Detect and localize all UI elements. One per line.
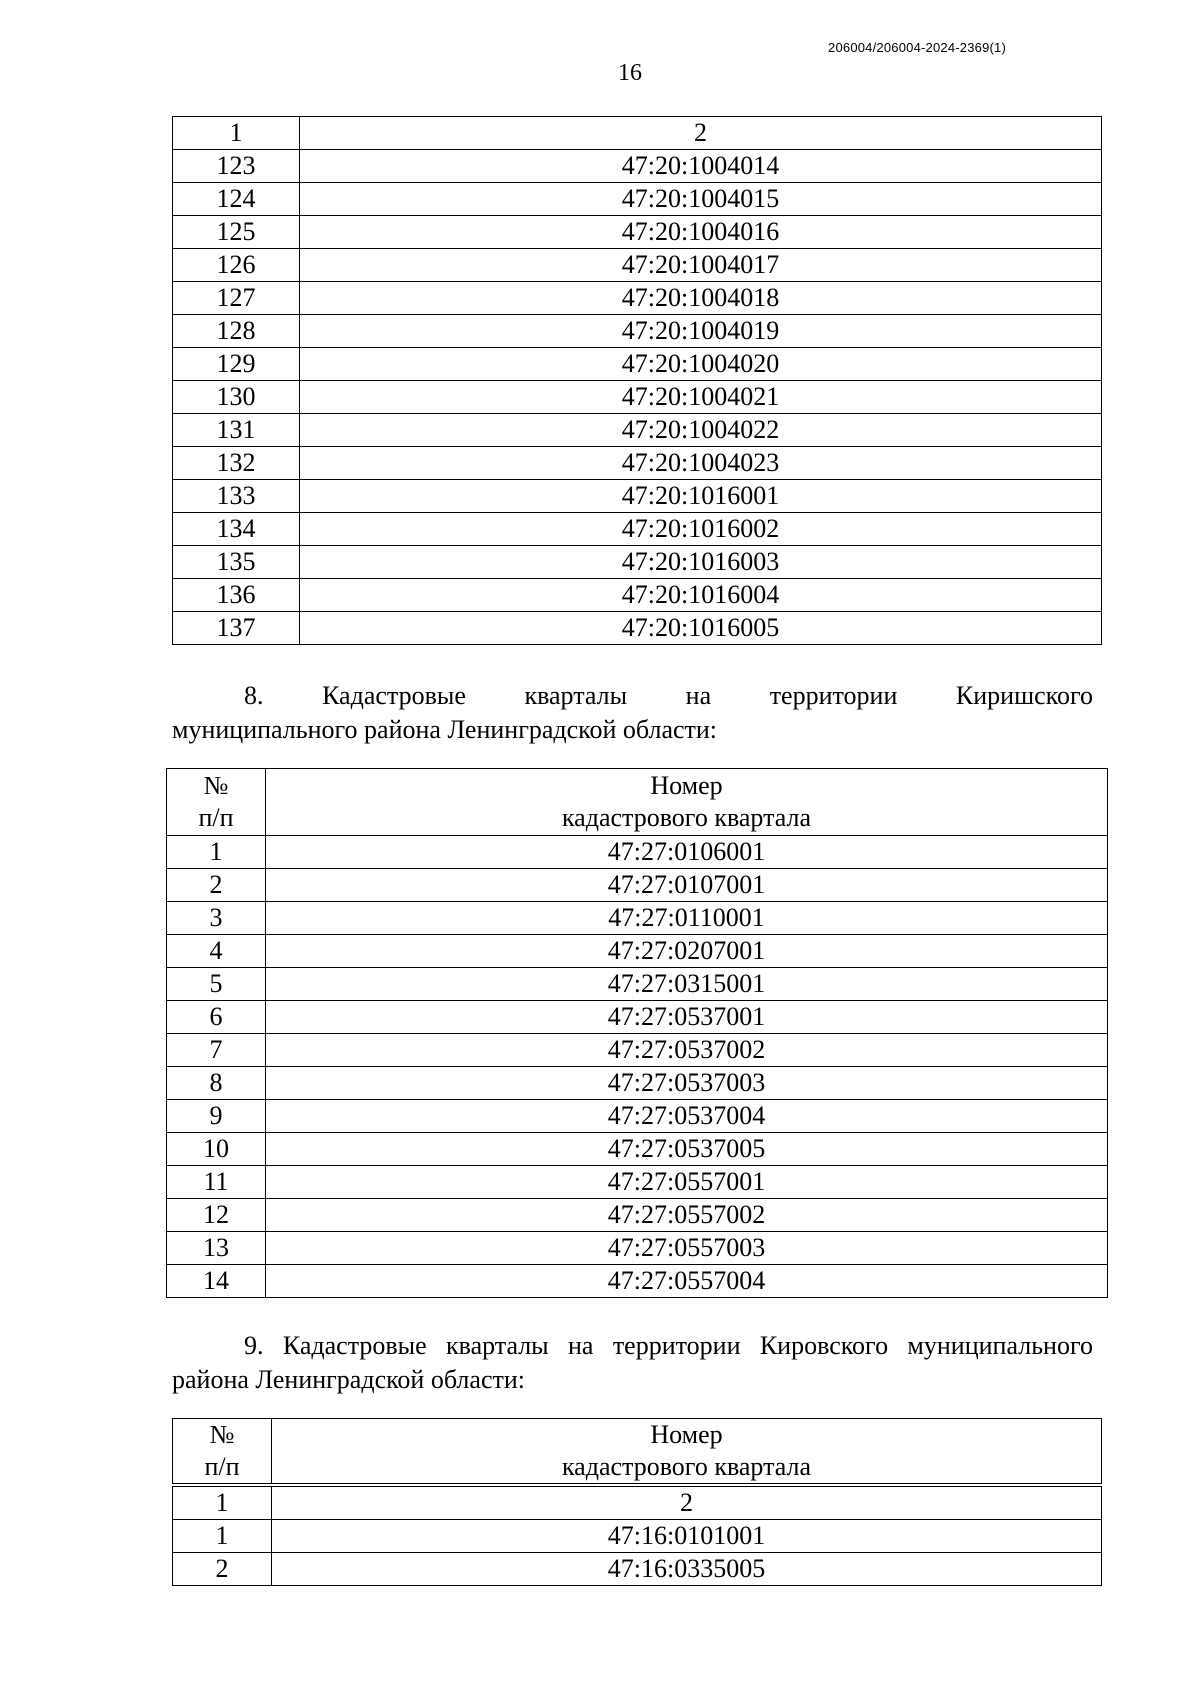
page-number: 16 [618, 60, 642, 86]
table-header-cell: 2 [300, 117, 1102, 150]
section-8-word: кварталы [524, 681, 628, 710]
row-number-cell: 9 [167, 1100, 266, 1133]
row-number-cell: 129 [173, 348, 300, 381]
section-9-line-2: района Ленинградской области: [172, 1365, 525, 1394]
row-number-cell: 8 [167, 1067, 266, 1100]
header-subtitle: кадастрового квартала [561, 1452, 812, 1481]
section-8-word: на [685, 681, 712, 710]
row-number-cell: 131 [173, 414, 300, 447]
table-row [173, 381, 1102, 414]
cadastral-number-cell: 47:27:0315001 [266, 968, 1108, 1001]
row-number-cell: 2 [173, 1553, 272, 1586]
row-number-cell: 14 [167, 1265, 266, 1298]
table-row [167, 1067, 1108, 1100]
row-number-cell: 11 [167, 1166, 266, 1199]
table-row [173, 546, 1102, 579]
table-row [173, 282, 1102, 315]
cadastral-number-cell: 47:16:0101001 [272, 1520, 1102, 1553]
item-number-label: п/п [204, 1452, 240, 1481]
table-row [167, 1232, 1108, 1265]
cadastral-number-cell: 47:27:0557004 [266, 1265, 1108, 1298]
section-9-word: территории [612, 1331, 741, 1360]
row-number-cell: 133 [173, 480, 300, 513]
cadastral-number-cell: 47:20:1004015 [300, 183, 1102, 216]
table-header-cell: 1 [173, 117, 300, 150]
cadastral-number-cell: 47:16:0335005 [272, 1553, 1102, 1586]
table-header-cell [167, 769, 266, 836]
cadastral-number-cell: 47:27:0537003 [266, 1067, 1108, 1100]
item-number-label: п/п [198, 803, 234, 832]
table-header-cell [272, 1419, 1102, 1484]
table-header-cell: 1 [173, 1487, 272, 1520]
table-row [173, 447, 1102, 480]
table-row [173, 480, 1102, 513]
row-number-cell: 135 [173, 546, 300, 579]
cadastral-number-cell: 47:20:1004018 [300, 282, 1102, 315]
row-number-cell: 123 [173, 150, 300, 183]
table-row [167, 1100, 1108, 1133]
row-number-cell: 5 [167, 968, 266, 1001]
table-subheader-row [173, 1487, 1102, 1520]
row-number-cell: 10 [167, 1133, 266, 1166]
cadastral-number-cell: 47:20:1016003 [300, 546, 1102, 579]
section-8-word: Кадастровые [322, 681, 466, 710]
section-9-line-1 [172, 1329, 1093, 1363]
cadastral-number-cell: 47:27:0106001 [266, 836, 1108, 869]
cadastral-number-cell: 47:27:0107001 [266, 869, 1108, 902]
header-title: Номер [650, 1420, 723, 1449]
document-id: 206004/206004-2024-2369(1) [828, 40, 1006, 55]
section-8-word: Киришского [955, 681, 1093, 710]
cadastral-number-cell: 47:27:0557003 [266, 1232, 1108, 1265]
table-header-cell: 2 [272, 1487, 1102, 1520]
number-sign: № [209, 1420, 235, 1449]
table-row [167, 935, 1108, 968]
section-9-paragraph [172, 1329, 1093, 1397]
table-header-row [167, 769, 1108, 836]
section-9-word: на [568, 1331, 594, 1360]
number-sign: № [203, 771, 229, 800]
row-number-cell: 132 [173, 447, 300, 480]
table-row [173, 1553, 1102, 1586]
kirishi-cadastral-table [166, 768, 1108, 1298]
header-subtitle: кадастрового квартала [561, 803, 812, 832]
section-8-line-2: муниципального района Ленинградской области: [172, 715, 718, 744]
kirovsk-cadastral-table [172, 1486, 1102, 1586]
row-number-cell: 1 [167, 836, 266, 869]
row-number-cell: 136 [173, 579, 300, 612]
section-9-word: 9. [244, 1331, 264, 1360]
section-8-paragraph [172, 679, 1093, 747]
cadastral-number-cell: 47:20:1016004 [300, 579, 1102, 612]
cadastral-number-cell: 47:20:1004014 [300, 150, 1102, 183]
cadastral-table-continued [172, 116, 1102, 645]
section-9-word: муниципального [907, 1331, 1093, 1360]
table-row [173, 216, 1102, 249]
cadastral-number-cell: 47:27:0557001 [266, 1166, 1108, 1199]
table-row [173, 315, 1102, 348]
header-title: Номер [650, 771, 723, 800]
row-number-cell: 4 [167, 935, 266, 968]
section-9-word: Кировского [759, 1331, 889, 1360]
row-number-cell: 137 [173, 612, 300, 645]
cadastral-number-cell: 47:27:0110001 [266, 902, 1108, 935]
cadastral-number-cell: 47:27:0537004 [266, 1100, 1108, 1133]
table-row [167, 1265, 1108, 1298]
cadastral-number-cell: 47:20:1004023 [300, 447, 1102, 480]
row-number-cell: 6 [167, 1001, 266, 1034]
table-row [173, 612, 1102, 645]
table-row [167, 968, 1108, 1001]
table-row [173, 1520, 1102, 1553]
cadastral-number-cell: 47:27:0557002 [266, 1199, 1108, 1232]
section-8-word: 8. [244, 681, 264, 710]
row-number-cell: 125 [173, 216, 300, 249]
table-row [167, 869, 1108, 902]
row-number-cell: 128 [173, 315, 300, 348]
table-row [167, 1166, 1108, 1199]
section-9-word: Кадастровые [282, 1331, 427, 1360]
cadastral-number-cell: 47:27:0207001 [266, 935, 1108, 968]
table-header-row [173, 117, 1102, 150]
table-row [167, 1199, 1108, 1232]
table-row [173, 579, 1102, 612]
section-9-word: кварталы [446, 1331, 549, 1360]
row-number-cell: 7 [167, 1034, 266, 1067]
table-header-cell [266, 769, 1108, 836]
row-number-cell: 134 [173, 513, 300, 546]
table-row [167, 902, 1108, 935]
cadastral-number-cell: 47:20:1016002 [300, 513, 1102, 546]
row-number-cell: 124 [173, 183, 300, 216]
table-row [167, 1133, 1108, 1166]
row-number-cell: 3 [167, 902, 266, 935]
table-row [173, 513, 1102, 546]
cadastral-number-cell: 47:27:0537002 [266, 1034, 1108, 1067]
section-8-line-1 [172, 679, 1093, 713]
row-number-cell: 1 [173, 1520, 272, 1553]
cadastral-number-cell: 47:20:1004022 [300, 414, 1102, 447]
cadastral-number-cell: 47:20:1016001 [300, 480, 1102, 513]
cadastral-number-cell: 47:20:1004017 [300, 249, 1102, 282]
row-number-cell: 130 [173, 381, 300, 414]
cadastral-number-cell: 47:27:0537005 [266, 1133, 1108, 1166]
row-number-cell: 13 [167, 1232, 266, 1265]
table-row [167, 836, 1108, 869]
row-number-cell: 2 [167, 869, 266, 902]
cadastral-number-cell: 47:20:1004020 [300, 348, 1102, 381]
table-row [167, 1034, 1108, 1067]
cadastral-number-cell: 47:20:1004019 [300, 315, 1102, 348]
table-row [173, 348, 1102, 381]
row-number-cell: 12 [167, 1199, 266, 1232]
table-row [173, 249, 1102, 282]
row-number-cell: 126 [173, 249, 300, 282]
cadastral-number-cell: 47:20:1004016 [300, 216, 1102, 249]
table-row [173, 183, 1102, 216]
kirovsk-table-header [172, 1418, 1102, 1484]
table-row [173, 150, 1102, 183]
table-row [173, 414, 1102, 447]
cadastral-number-cell: 47:20:1016005 [300, 612, 1102, 645]
table-row [167, 1001, 1108, 1034]
table-header-cell [173, 1419, 272, 1484]
cadastral-number-cell: 47:27:0537001 [266, 1001, 1108, 1034]
table-header-row [173, 1419, 1102, 1484]
cadastral-number-cell: 47:20:1004021 [300, 381, 1102, 414]
section-8-word: территории [769, 681, 898, 710]
row-number-cell: 127 [173, 282, 300, 315]
